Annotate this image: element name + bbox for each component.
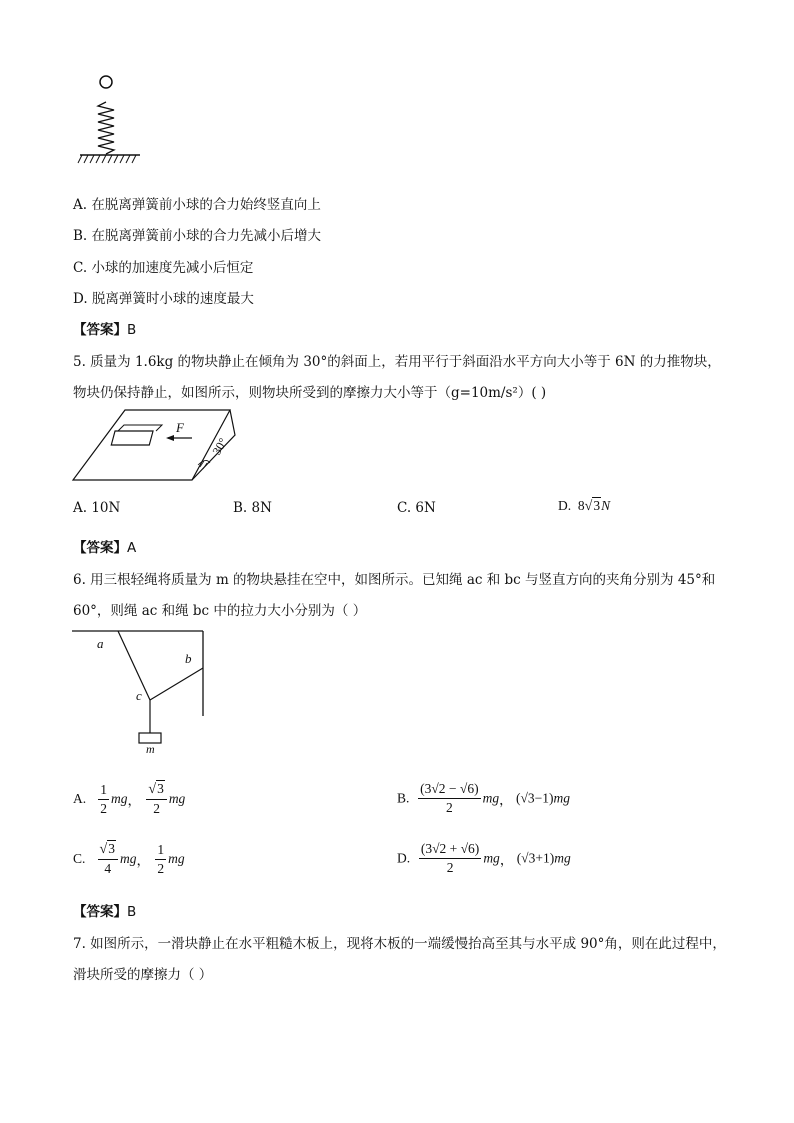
svg-text:m: m	[146, 742, 155, 756]
q5-stem-line2: 物块仍保持静止，如图所示，则物块所受到的摩擦力大小等于（g=10m/s²）( )	[73, 385, 547, 401]
q4-option-a: A. 在脱离弹簧前小球的合力始终竖直向上	[73, 197, 321, 213]
q5-option-d: D. 8√3N	[558, 498, 611, 514]
q6-answer: 【答案】B	[73, 904, 137, 920]
q4-answer: 【答案】B	[73, 322, 137, 338]
q5-option-a: A. 10N	[73, 500, 121, 516]
q7-stem-line1: 7. 如图所示，一滑块静止在水平粗糙木板上，现将木板的一端缓慢抬高至其与水平成 90°角，则在此过程中，	[73, 936, 726, 952]
spring	[98, 102, 114, 154]
q6-option-b: B. $\frac{(3√2 - √6)}{2}$ mg， (√3−1)mg	[397, 781, 570, 815]
q6-stem-line2: 60°，则绳 ac 和绳 bc 中的拉力大小分别为（ ）	[73, 603, 367, 619]
incline-figure	[70, 405, 245, 485]
spring-ball-figure	[72, 72, 152, 172]
incline-top-face	[73, 410, 230, 480]
rope-bc	[150, 668, 203, 700]
svg-text:c: c	[136, 688, 142, 703]
ball	[100, 76, 112, 88]
svg-text:b: b	[185, 651, 192, 666]
q6-option-a: A. $\frac{1}{2}$ mg， $\frac{√3}{2}$ mg	[73, 781, 186, 816]
q4-option-c: C. 小球的加速度先减小后恒定	[73, 260, 254, 276]
block	[111, 431, 153, 445]
q6-option-c: C. $\frac{√3}{4}$ mg， $\frac{1}{2}$ mg	[73, 841, 185, 876]
rope-ac	[118, 631, 150, 700]
q5-stem-line1: 5. 质量为 1.6kg 的物块静止在倾角为 30°的斜面上，若用平行于斜面沿水平方向大小等于 6N 的力推物块，	[73, 354, 721, 370]
q7-stem-line2: 滑块所受的摩擦力（ ）	[73, 967, 213, 983]
q4-option-b: B. 在脱离弹簧前小球的合力先减小后增大	[73, 228, 322, 244]
q4-option-d: D. 脱离弹簧时小球的速度最大	[73, 291, 254, 307]
q5-answer: 【答案】A	[73, 540, 137, 556]
q6-stem-line1: 6. 用三根轻绳将质量为 m 的物块悬挂在空中，如图所示。已知绳 ac 和 bc 与竖直方向的夹角分别为 45°和	[73, 572, 716, 588]
angle-label: 30°	[209, 435, 231, 458]
force-label: F	[176, 420, 184, 435]
rope-figure	[70, 628, 210, 758]
q6-option-d: D. $\frac{(3√2 + √6)}{2}$ mg， (√3+1)mg	[397, 841, 571, 875]
q5-option-b: B. 8N	[233, 500, 272, 516]
q5-option-c: C. 6N	[397, 500, 436, 516]
svg-text:a: a	[97, 636, 104, 651]
